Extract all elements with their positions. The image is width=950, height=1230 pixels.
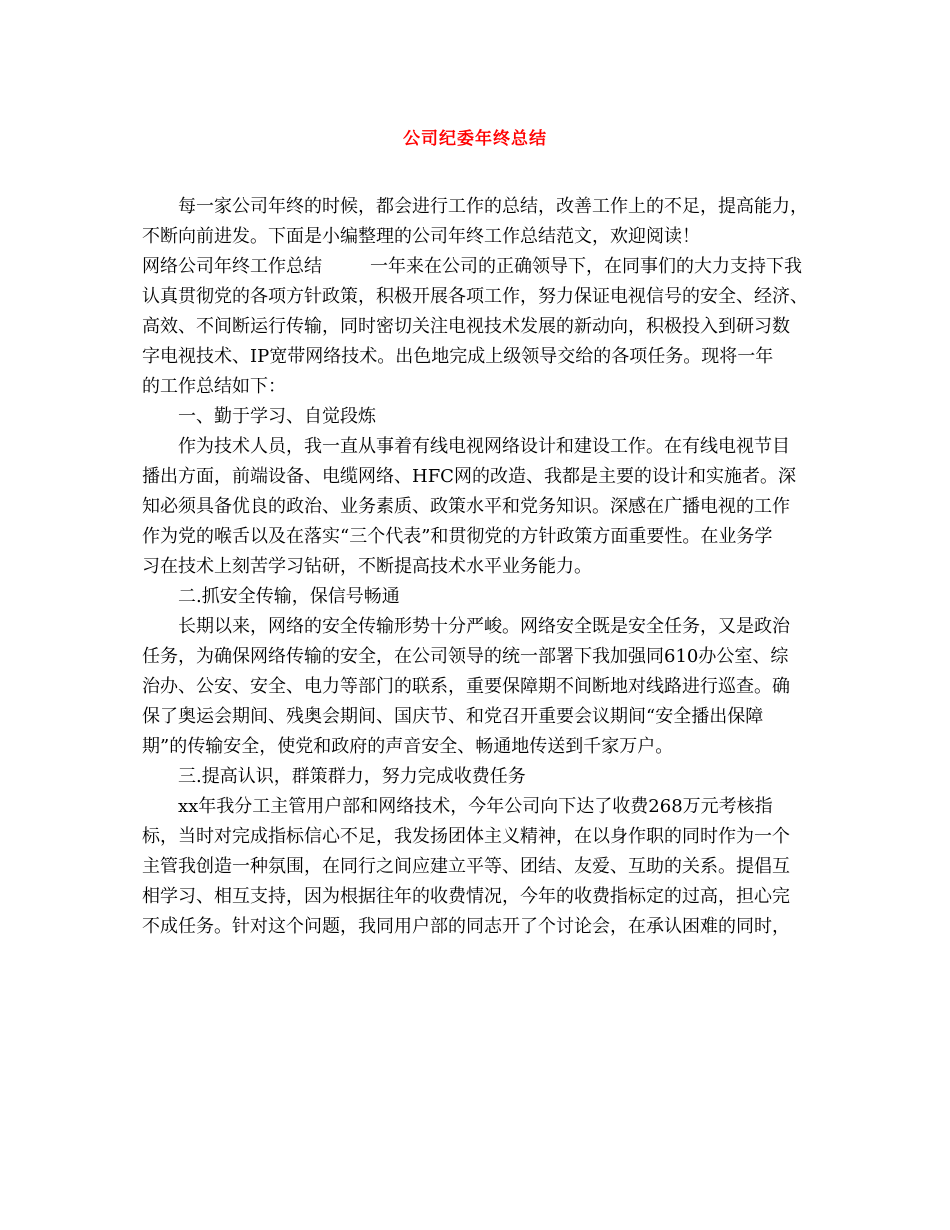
paragraph-line: 任务，为确保网络传输的安全，在公司领导的统一部署下我加强同610办公室、综 (142, 646, 789, 667)
paragraph-line: 知必须具备优良的政治、业务素质、政策水平和党务知识。深感在广播电视的工作 (142, 496, 790, 517)
section-heading: 一、勤于学习、自觉段炼 (178, 406, 376, 427)
paragraph-line: 标，当时对完成指标信心不足，我发扬团体主义精神，在以身作职的同时作为一个 (142, 826, 790, 847)
paragraph-line: 不断向前进发。下面是小编整理的公司年终工作总结范文，欢迎阅读！ (142, 226, 700, 247)
paragraph-line (142, 252, 832, 282)
paragraph-line: xx年我分工主管用户部和网络技术，今年公司向下达了收费268万元考核指 (178, 796, 773, 817)
paragraph-line: 作为技术人员，我一直从事着有线电视网络设计和建设工作。在有线电视节目 (178, 436, 790, 457)
paragraph-line: 的工作总结如下： (142, 376, 286, 397)
paragraph-line: 认真贯彻党的各项方针政策，积极开展各项工作，努力保证电视信号的安全、经济、 (142, 286, 808, 307)
paragraph-line: 相学习、相互支持，因为根据往年的收费情况，今年的收费指标定的过高，担心完 (142, 886, 790, 907)
section-heading: 三.提高认识，群策群力，努力完成收费任务 (178, 766, 526, 787)
section-heading: 二.抓安全传输，保信号畅通 (178, 586, 400, 607)
paragraph-line: 高效、不间断运行传输，同时密切关注电视技术发展的新动向，积极投入到研习数 (142, 316, 790, 337)
paragraph-line: 每一家公司年终的时候，都会进行工作的总结，改善工作上的不足，提高能力， (178, 196, 808, 217)
paragraph-line: 期”的传输安全，使党和政府的声音安全、畅通地传送到千家万户。 (142, 736, 674, 757)
paragraph-text: 一年来在公司的正确领导下，在同事们的大力支持下我 (370, 256, 802, 277)
document-body (142, 192, 832, 942)
paragraph-line: 作为党的喉舌以及在落实“三个代表”和贯彻党的方针政策方面重要性。在业务学 (142, 526, 773, 547)
paragraph-line: 播出方面，前端设备、电缆网络、HFC网的改造、我都是主要的设计和实施者。深 (142, 466, 796, 487)
paragraph-line: 字电视技术、IP宽带网络技术。出色地完成上级领导交给的各项任务。现将一年 (142, 346, 774, 367)
section-label: 网络公司年终工作总结 (142, 256, 322, 277)
paragraph-line: 保了奥运会期间、残奥会期间、国庆节、和党召开重要会议期间“安全播出保障 (142, 706, 764, 727)
paragraph-line: 习在技术上刻苦学习钻研，不断提高技术水平业务能力。 (142, 556, 592, 577)
document-title: 公司纪委年终总结 (403, 129, 547, 149)
paragraph-line: 主管我创造一种氛围，在同行之间应建立平等、团结、友爱、互助的关系。提倡互 (142, 856, 790, 877)
paragraph-line: 治办、公安、安全、电力等部门的联系，重要保障期不间断地对线路进行巡查。确 (142, 676, 790, 697)
paragraph-line: 长期以来，网络的安全传输形势十分严峻。网络安全既是安全任务，又是政治 (178, 616, 790, 637)
paragraph-line: 不成任务。针对这个问题，我同用户部的同志开了个讨论会，在承认困难的同时， (142, 916, 790, 937)
